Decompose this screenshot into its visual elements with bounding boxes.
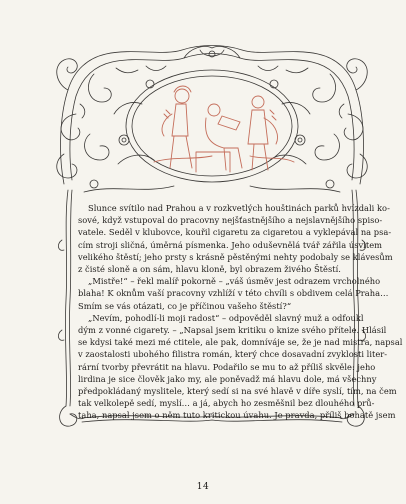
text-line: cím stroji sličná, úměrná písmenka. Jeho oduševnělá tvář zářila úsvitem xyxy=(78,239,383,250)
text-line: „Mistře!“ – řekl malíř pokorně – „váš úsměv jest odrazem vrcholného xyxy=(88,276,381,287)
text-line: blaha! K oknům vaší pracovny vzhlíží v této chvíli s obdivem celá Praha… xyxy=(78,288,389,299)
chapter-body-text xyxy=(78,202,403,422)
text-line: dým z vonné cigarety. – „Napsal jsem kritiku o knize svého přítele. Hlásil xyxy=(78,325,387,336)
text-line: Smím se vás otázati, co je příčinou vašeho štěstí?“ xyxy=(78,300,292,311)
text-line: Slunce svítilo nad Prahou a v rozkvetlých houštinách parků hvízdali ko- xyxy=(88,203,390,213)
text-line: sové, když vstupoval do pracovny nejšťastnějšího a nejslavnějšího spiso- xyxy=(78,215,383,226)
text-line: velikého štěstí; jeho prsty s krásně pěstěnými nehty podobaly se klávesům xyxy=(78,251,393,262)
ornamental-illustration xyxy=(54,44,370,198)
text-line: tak velkolepě sedí, myslí… a já, abych ho zesměšnil bez dlouhého prů- xyxy=(78,398,375,409)
text-line: lirdina je sice člověk jako my, ale poněvadž má hlavu dole, má všechny xyxy=(78,373,377,384)
text-line: taha, napsal jsem o něm tuto kritickou úvahu. Je pravda, příliš bohatě jsem xyxy=(78,410,396,421)
text-line: z čisté sloně a on sám, hlavu kloně, byl obrazem živého Štěstí. xyxy=(78,264,341,275)
text-line: předpokládaný myslitele, který sedí si na své hlavě v díře syslí, tím, na čem xyxy=(78,386,397,397)
text-line: rární tvorby převrátit na hlavu. Podařilo se mu to až příliš skvěle: jeho xyxy=(78,361,376,372)
text-line: „Nevím, pohodlí-li moji radost“ – odpověděl slavný muž a odfoukl xyxy=(88,312,364,323)
text-line: vatele. Seděl v klubovce, kouřil cigaretu za cigaretou a vyklepával na psa- xyxy=(78,227,392,238)
page-number: 14 xyxy=(196,482,210,492)
text-line: v zaostalosti ubohého filistra román, který chce dosavadní zvyklosti liter- xyxy=(78,349,388,360)
text-line: se kdysi také mezi mé ctitele, ale pak, domníváje se, že je nad mistra, napsal xyxy=(78,337,403,348)
